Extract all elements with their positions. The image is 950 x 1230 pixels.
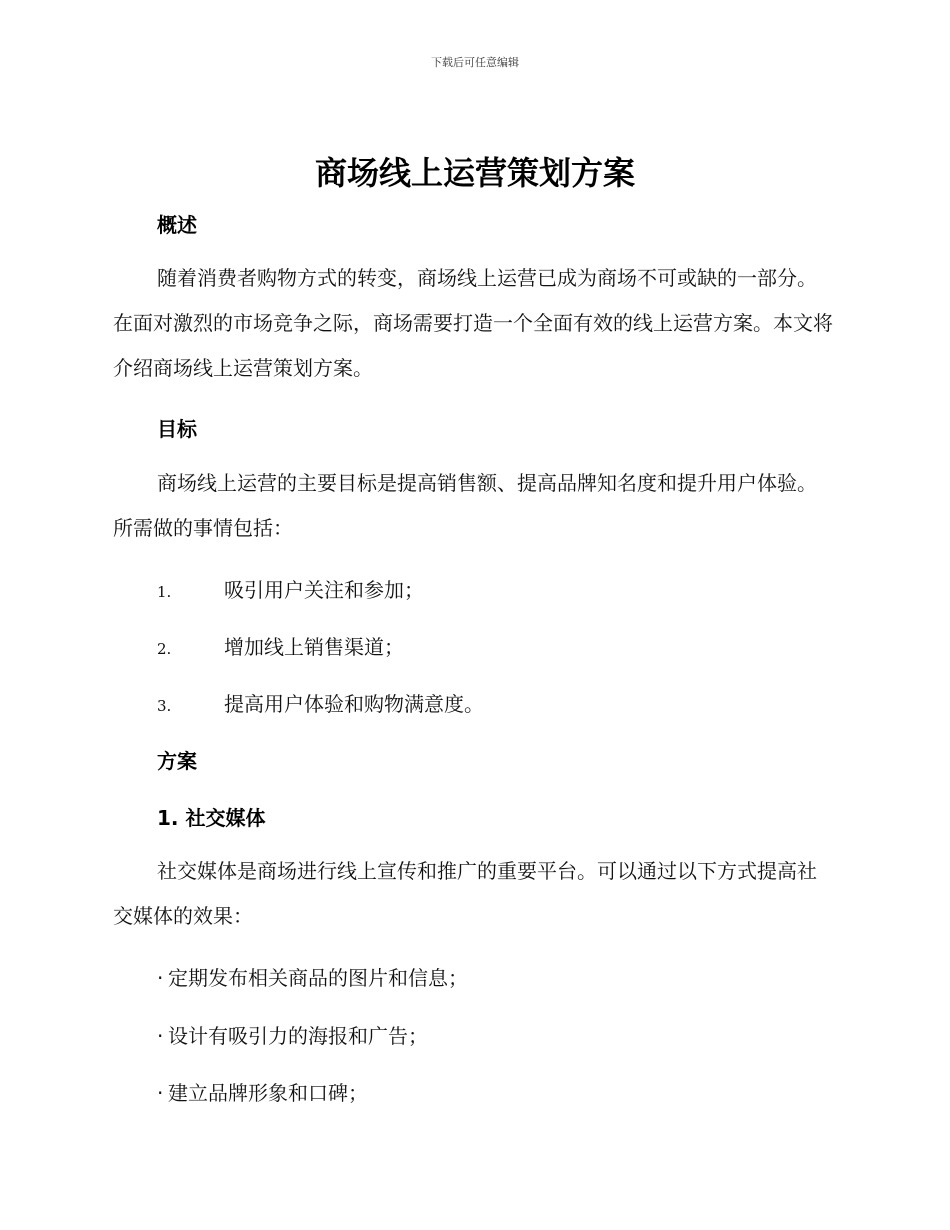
list-number: 1.: [157, 583, 172, 601]
bullet-item: [157, 962, 468, 991]
bullet-dot: ·: [157, 1081, 164, 1105]
bullet-item: [157, 1020, 428, 1049]
bullet-dot: ·: [157, 966, 164, 990]
goal-list-item: [157, 631, 404, 660]
section-heading-plan: 方案: [157, 749, 197, 773]
subsection-heading-social-media: 1. 社交媒体: [157, 806, 266, 830]
bullet-text: 设计有吸引力的海报和广告；: [168, 1024, 428, 1048]
bullet-item: [157, 1077, 368, 1106]
list-text: 增加线上销售渠道；: [224, 635, 404, 659]
overview-paragraph: 随着消费者购物方式的转变，商场线上运营已成为商场不可或缺的一部分。在面对激烈的市场竞争之际，商场需要打造一个全面有效的线上运营方案。本文将介绍商场线上运营策划方案。: [113, 266, 833, 380]
list-text: 提高用户体验和购物满意度。: [224, 692, 484, 716]
goal-list-item: [157, 574, 424, 603]
bullet-dot: ·: [157, 1024, 164, 1048]
list-number: 2.: [157, 640, 172, 658]
goals-paragraph: 商场线上运营的主要目标是提高销售额、提高品牌知名度和提升用户体验。所需做的事情包括：: [113, 471, 817, 540]
section-heading-goals: 目标: [157, 417, 197, 441]
header-note: 下载后可任意编辑: [431, 56, 519, 69]
bullet-text: 建立品牌形象和口碑；: [168, 1081, 368, 1105]
document-title: 商场线上运营策划方案: [314, 154, 635, 192]
social-media-paragraph: 社交媒体是商场进行线上宣传和推广的重要平台。可以通过以下方式提高社交媒体的效果：: [113, 859, 817, 928]
list-text: 吸引用户关注和参加；: [224, 578, 424, 602]
section-heading-overview: 概述: [157, 213, 197, 237]
bullet-text: 定期发布相关商品的图片和信息；: [168, 966, 468, 990]
goal-list-item: [157, 688, 484, 717]
list-number: 3.: [157, 697, 172, 715]
